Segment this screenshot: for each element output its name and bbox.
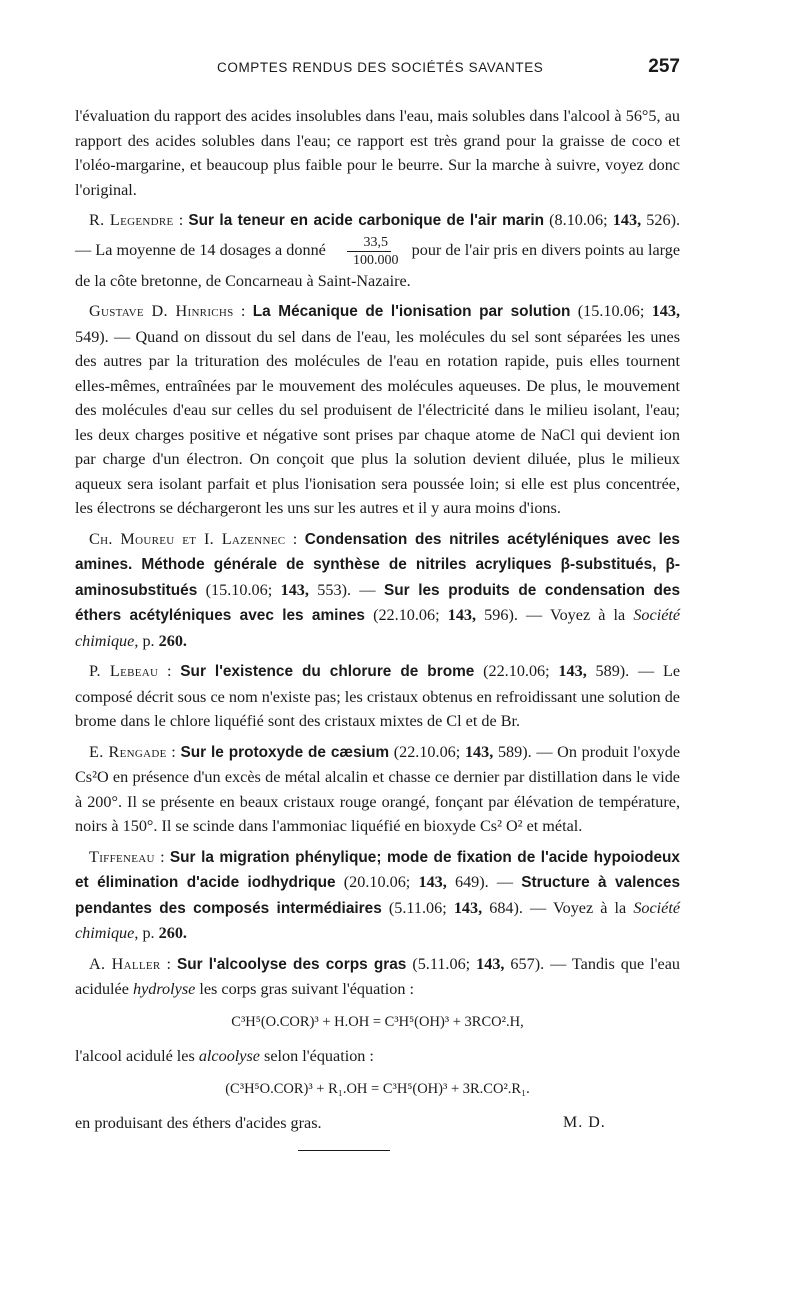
date: (22.10.06; [393,742,461,761]
paragraph-text: — On produit l'oxyde Cs²O en présence d'un excès de métal alcalin et chasse ce dernier par distillation dans le vide à 200°. Il se présente en beaux cristaux rouge orangé, fonçant par élévation de température, noirs à 150°. Il se scinde dans l'ammoniac liquéfié en bioxyde Cs² O² et métal. [75,742,681,835]
page-ref: 657). [510,954,545,973]
date: (20.10.06; [343,873,411,891]
dash: — [496,873,514,891]
abstract-lebeau: P. Lebeau : Sur l'existence du chlorure de brome (22.10.06; 143, 589). — Le composé décrit sous ce nom n'existe pas; les cristaux obtenus en refroidissant une solution de brome dans le chlore liquéfié sont des cristaux mixtes de Cl et de Br. [75,662,681,730]
article-title: Sur l'existence du chlorure de brome [180,663,475,680]
paragraph-text: — Quand on dissout du sel dans de l'eau, les molécules du sel sont séparées les unes des autres par la trituration des molécules de l'eau en rotation rapide, puis elles tournent elles-mêmes, entraînées par le mouvement des molécules aqueuses. De plus, le mouvement des molécules d'eau sur celles du sel produisent de l'électricité dans le milieu isolant, l'eau; les deux charges positive et négative sont prises par chaque atome de NaCl qui devient ion par charge d'un électron. On conçoit que plus la solution devient diluée, plus le milieux aqueux sera isolant parfait et plus l'ionisation sera poussée loin; si elle est plus concentrée, les électrons se déchargeront les uns sur les autres et il y aura moins d'ions. [75,327,680,517]
paragraph-text: — Voyez à la [526,606,626,624]
fraction-denominator: 100.000 [353,252,399,268]
page-header [75,56,680,78]
paragraph-text: — Tandis que l'eau acidulée [75,954,681,998]
article-title: Sur l'alcoolyse des corps gras [176,955,407,973]
article-title: Sur la migration phénylique; mode de fixation de l'acide hypoiodeux et élimination d'acide iodhydrique [75,848,680,891]
article-title: La Mécanique de l'ionisation par solution [252,303,571,320]
paragraph-text: l'alcool acidulé les [75,1047,195,1065]
abstract-legendre: R. Legendre : Sur la teneur en acide carbonique de l'air marin (8.10.06; 143, 526). — La moyenne de 14 dosages a donné $\frac{33,5}{100.000}$ pour de l'air pris en divers points au large de la côte bretonne, de Concarneau à Saint-Nazaire. [75,211,681,290]
running-head: COMPTES RENDUS DES SOCIÉTÉS SAVANTES [217,60,544,75]
cross-reference-page: 260. [158,631,187,650]
page-ref: 649). [454,873,489,891]
paragraph-text: — Voyez à la [530,898,627,917]
abstract-hinrichs: Gustave D. Hinrichs : La Mécanique de l'ionisation par solution (15.10.06; 143, 549). — Quand on dissout du sel dans de l'eau, les molécules du sel sont séparées les unes des autres par la trituration des molécules de l'eau en rotation rapide, puis elles tournent elles-mêmes, entraînées par le mouvement des molécules aqueuses. De plus, le mouvement des molécules d'eau sur celles du sel produisent de l'électricité dans le milieu isolant, l'eau; les deux charges positive et négative sont prises par chaque atome de NaCl qui devient ion par charge d'un électron. On conçoit que plus la solution devient diluée, plus le milieux aqueux sera isolant parfait et plus l'ionisation sera poussée loin; si elle est plus concentrée, les électrons se déchargeront les uns sur les autres et il y aura moins d'ions. [75,302,681,517]
article-title-2: Sur les produits de condensation des éthers acétyléniques avec les amines [75,581,681,624]
date: (5.11.06; [412,954,471,973]
paragraph-continuation [75,104,680,202]
volume: 143, [558,662,587,680]
article-title: Sur la teneur en acide carbonique de l'air marin [188,212,544,229]
volume: 143, [447,606,477,624]
emphasis: hydrolyse [132,980,196,998]
article-title: Condensation des nitriles acétyléniques avec les amines. Méthode générale de synthèse de nitriles acryliques β-substitués, β-aminosubstitués [75,530,680,599]
dash: — [359,580,376,599]
page-prefix: , p. [134,631,155,650]
cross-reference: Société chimique [75,898,681,942]
page-ref: 684). [489,898,523,917]
page-ref: 549). [75,327,109,346]
page-ref: 596). [484,606,518,624]
volume: 143, [612,211,642,229]
paragraph-text: l'évaluation du rapport des acides insolubles dans l'eau, mais solubles dans l'alcool à 56°5, au rapport des acides solubles dans l'eau; ce rapport est très grand pour la graisse de coco et l'oléo-margarine, et beaucoup plus faible pour le beurre. Sur la marche à suivre, voyez donc l'original. [75,107,680,199]
page-number: 257 [648,56,680,77]
emphasis: alcoolyse [198,1047,260,1065]
article-title: Sur le protoxyde de cæsium [180,743,390,761]
volume: 143, [651,302,681,320]
fraction-numerator: 33,5 [347,234,392,252]
author: A. Haller [89,954,161,973]
abstract-rengade: E. Rengade : Sur le protoxyde de cæsium (22.10.06; 143, 589). — On produit l'oxyde Cs²O en présence d'un excès de métal alcalin et chasse ce dernier par distillation dans le vide à 200°. Il se présente en beaux cristaux rouge orangé, fonçant par élévation de température, noirs à 150°. Il se scinde dans l'ammoniac liquéfié en bioxyde Cs² O² et métal. [75,742,681,835]
paragraph-continuation [75,1044,680,1069]
abstract-tiffeneau: Tiffeneau : Sur la migration phénylique; mode de fixation de l'acide hypoiodeux et élimination d'acide iodhydrique (20.10.06; 143, 649). — Structure à valences pendantes des composés intermédiaires (5.11.06; 143, 684). — Voyez à la Société chimique, p. 260. [75,847,681,942]
page-prefix: , p. [134,924,155,942]
paragraph-text: selon l'équation : [264,1047,374,1065]
date: (22.10.06; [373,606,440,624]
abstract-moureu: Ch. Moureu et I. Lazennec : Condensation des nitriles acétyléniques avec les amines. Méthode générale de synthèse de nitriles acryliques β-substitués, β-aminosubstitués (15.10.06; 143, 553). — Sur les produits de condensation des éthers acétyléniques avec les amines (22.10.06; 143, 596). — Voyez à la Société chimique, p. 260. [75,529,681,650]
equation-hydrolysis: C³H⁵(O.COR)³ + H.OH = C³H⁵(OH)³ + 3RCO².H, [231,1013,524,1030]
abstract-haller: A. Haller : Sur l'alcoolyse des corps gras (5.11.06; 143, 657). — Tandis que l'eau acidulée hydrolyse les corps gras suivant l'équation : [75,954,681,998]
volume: 143, [453,898,483,917]
volume: 143, [476,954,505,973]
page-ref: 553). [317,580,352,599]
cross-reference: Société chimique [75,606,681,650]
paragraph-text: — La moyenne de 14 dosages a donné [75,240,326,259]
cross-reference-page: 260. [158,924,187,942]
paragraph-text: pour de l'air pris en divers points au large de la côte bretonne, de Concarneau à Saint-Nazaire. [75,240,681,290]
paragraph-text: — Le composé décrit sous ce nom n'existe pas; les cristaux obtenus en refroidissant une solution de brome dans le chlore liquéfié sont des cristaux mixtes de Cl et de Br. [75,662,681,730]
author: R. Legendre [89,211,174,229]
author: Ch. Moureu et I. Lazennec [89,529,286,548]
paragraph-text: en produisant des éthers d'acides gras. [75,1114,322,1132]
volume: 143, [464,742,494,761]
author: Tiffeneau [89,847,155,866]
page-ref: 589). [595,662,630,680]
end-rule [298,1150,390,1151]
page-ref: 589). [497,742,532,761]
author-initials: M. D. [563,1114,606,1131]
date: (5.11.06; [388,898,447,917]
volume: 143, [280,580,309,599]
author: Gustave D. Hinrichs [89,302,234,320]
page-ref: 526). [646,211,681,229]
date: (15.10.06; [205,580,273,599]
equation-alcoholysis: (C³H⁵O.COR)³ + R₁.OH = C³H⁵(OH)³ + 3R.CO².R₁. [225,1080,530,1097]
page-body [75,104,680,1142]
paragraph-text: les corps gras suivant l'équation : [199,980,415,998]
date: (22.10.06; [483,662,550,680]
author: P. Lebeau [89,662,159,680]
volume: 143, [418,873,447,891]
date: (15.10.06; [577,302,645,320]
date: (8.10.06; [549,211,608,229]
article-title-2: Structure à valences pendantes des composés intermédiaires [75,874,681,917]
fraction [336,234,402,269]
author: E. Rengade [89,742,167,761]
